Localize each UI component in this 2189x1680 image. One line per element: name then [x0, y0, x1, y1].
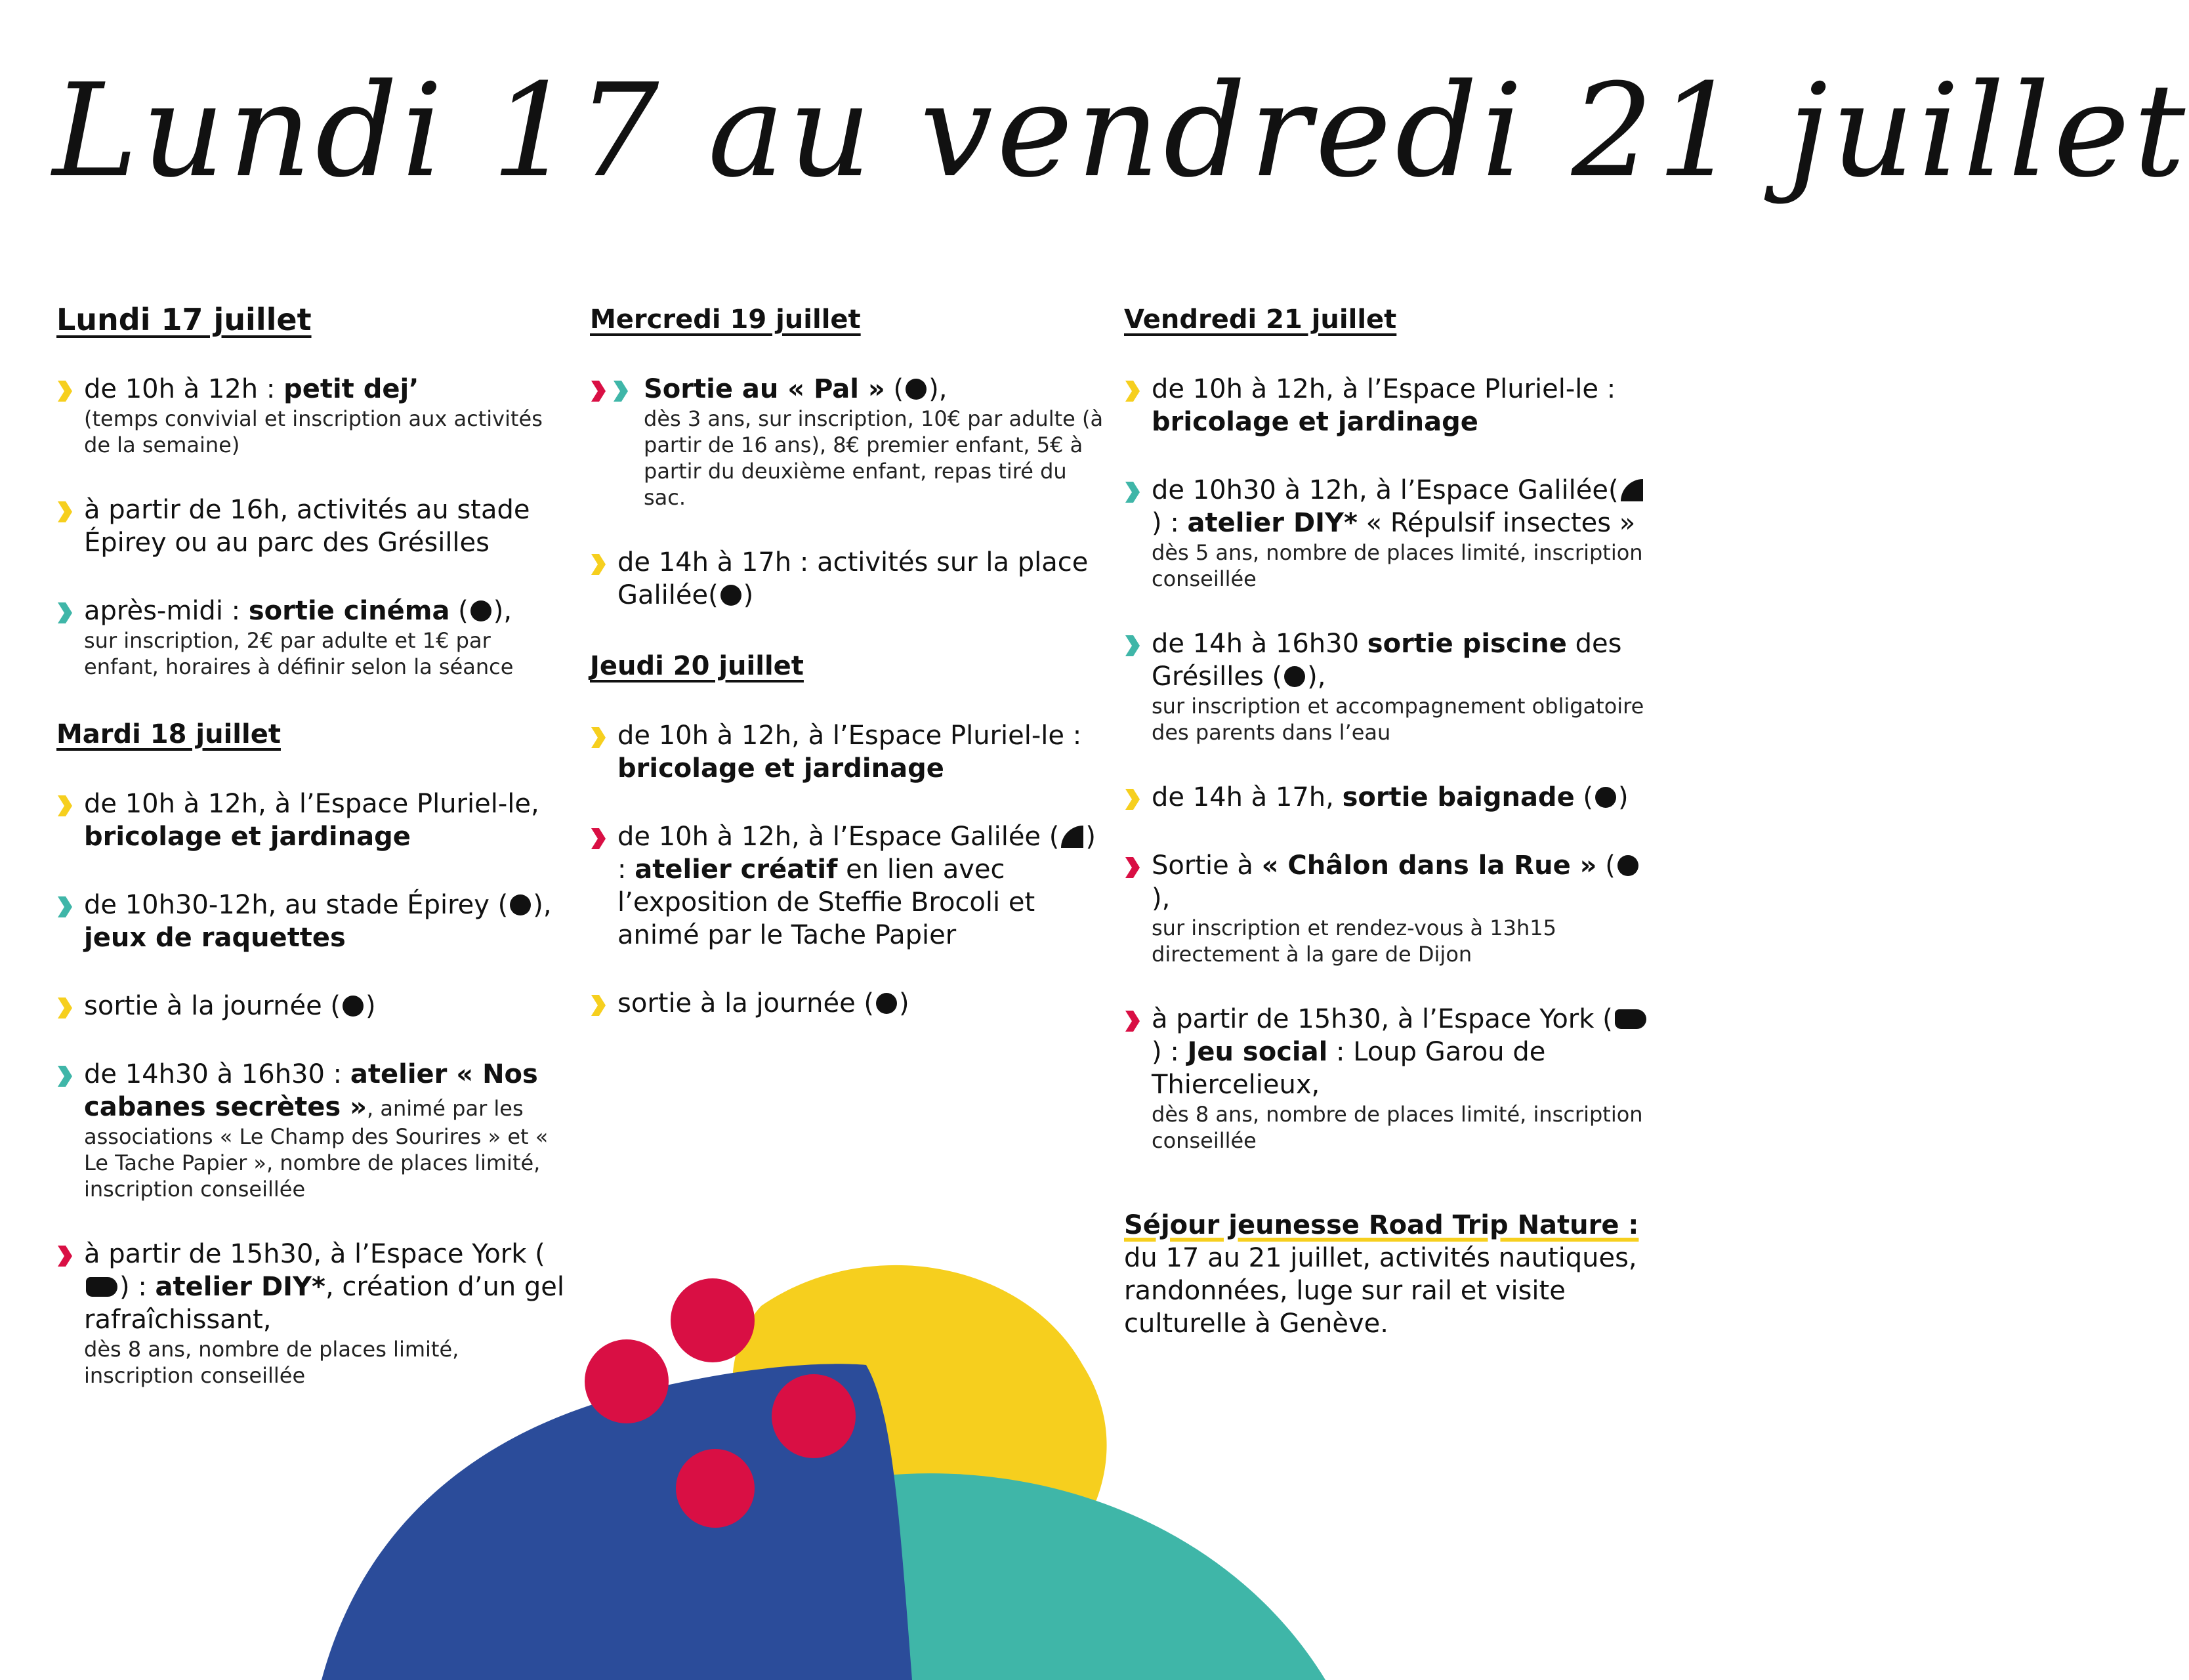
item-text: de 10h à 12h, à l’Espace Pluriel-le,	[84, 789, 539, 819]
item-detail: (temps convivial et inscription aux activités de la semaine)	[84, 406, 543, 457]
day-heading-jeudi: Jeudi 20 juillet	[590, 651, 804, 681]
item-text-suffix: ),	[1307, 662, 1326, 692]
item-text: sortie à la journée (	[84, 991, 341, 1021]
red-dot-shape	[676, 1449, 755, 1528]
item-detail: sur inscription et rendez-vous à 13h15 directement à la gare de Dijon	[1152, 915, 1556, 967]
item-bold: sortie piscine	[1367, 629, 1567, 659]
red-dot-shape	[585, 1339, 669, 1423]
item-text: de 14h à 17h,	[1152, 782, 1343, 812]
item-bold: atelier créatif	[635, 854, 838, 885]
item-text-suffix: « Répulsif insectes »	[1357, 508, 1636, 538]
item-text-suffix: (	[1596, 850, 1616, 881]
item-bold: petit dej’	[283, 374, 419, 404]
item-detail: dès 5 ans, nombre de places limité, inscription conseillée	[1152, 540, 1643, 591]
item-detail: associations « Le Champ des Sourires » et « Le Tache Papier », nombre de places limité, inscription conseillée	[84, 1124, 549, 1202]
item-text-suffix: (	[449, 596, 469, 626]
item-text: à partir de 15h30, à l’Espace York (	[1152, 1004, 1613, 1034]
item-text-suffix: ) :	[1152, 508, 1188, 538]
item-text: de 10h à 12h, à l’Espace Pluriel-le :	[1152, 374, 1616, 404]
red-dot-shape	[671, 1278, 755, 1362]
item-text-suffix: ) :	[1152, 1037, 1188, 1067]
item-text: de 10h à 12h, à l’Espace Galilée (	[617, 822, 1060, 852]
item-text-suffix: )	[899, 988, 909, 1018]
item-text: Sortie à	[1152, 850, 1262, 881]
item-bold: Jeu social	[1187, 1037, 1328, 1067]
item-text-suffix: , création d’un gel rafraîchissant,	[84, 1272, 565, 1335]
item-text: de 14h à 17h : activités sur la place Galilée(	[617, 547, 1089, 610]
item-text-suffix: , animé par les	[367, 1096, 524, 1121]
day-heading-mardi: Mardi 18 juillet	[56, 719, 281, 749]
item-text: de 10h30-12h, au stade Épirey (	[84, 890, 509, 920]
item-detail: sur inscription et accompagnement obligatoire des parents dans l’eau	[1152, 694, 1644, 745]
item-detail: sur inscription, 2€ par adulte et 1€ par enfant, horaires à définir selon la séance	[84, 628, 514, 679]
item-text-suffix: ),	[493, 596, 512, 626]
sejour-title: Séjour jeunesse Road Trip Nature :	[1124, 1210, 1639, 1240]
sejour-text: du 17 au 21 juillet, activités nautiques, randonnées, luge sur rail et visite culturelle à Genève.	[1124, 1243, 1637, 1339]
item-text-suffix: ) :	[119, 1272, 156, 1302]
day-heading-mercredi: Mercredi 19 juillet	[590, 304, 861, 335]
item-bold: sortie baignade	[1342, 782, 1575, 812]
item-text: de 14h à 16h30	[1152, 629, 1367, 659]
item-text-suffix: (	[885, 374, 904, 404]
item-text-suffix: : Loup Garou de Thiercelieux,	[1152, 1037, 1546, 1100]
item-text-suffix: ) :	[617, 822, 1096, 885]
item-detail: dès 8 ans, nombre de places limité, inscription conseillée	[84, 1337, 459, 1388]
item-bold: bricolage et jardinage	[84, 822, 411, 852]
item-text: à partir de 16h, activités au stade Épirey ou au parc des Grésilles	[84, 495, 530, 558]
day-heading-vendredi: Vendredi 21 juillet	[1124, 304, 1397, 335]
item-text-suffix: (	[1574, 782, 1594, 812]
item-bold: bricolage et jardinage	[1152, 407, 1478, 437]
item-text: de 10h30 à 12h, à l’Espace Galilée(	[1152, 475, 1619, 505]
item-bold: atelier DIY*	[155, 1272, 325, 1302]
item-text: de 10h à 12h :	[84, 374, 284, 404]
item-text-suffix: )	[743, 580, 754, 610]
item-bold: atelier DIY*	[1187, 508, 1358, 538]
page-title: Lundi 17 au vendredi 21 juillet	[52, 56, 2189, 206]
red-dot-shape	[772, 1374, 856, 1458]
item-text: sortie à la journée (	[617, 988, 875, 1018]
item-bold: sortie cinéma	[248, 596, 450, 626]
item-bold: Sortie au « Pal »	[644, 374, 885, 404]
item-text-suffix: en lien avec l’exposition de Steffie Brocoli et animé par le Tache Papier	[617, 854, 1035, 950]
item-text-suffix: )	[1618, 782, 1629, 812]
item-bold: atelier « Nos cabanes secrètes »	[84, 1059, 538, 1122]
item-detail: dès 8 ans, nombre de places limité, inscription conseillée	[1152, 1102, 1643, 1153]
item-text-suffix: )	[365, 991, 376, 1021]
item-bold: « Châlon dans la Rue »	[1261, 850, 1597, 881]
item-detail: dès 3 ans, sur inscription, 10€ par adulte (à partir de 16 ans), 8€ premier enfant, 5€ à partir du deuxième enfant, repas tiré du sac.	[644, 406, 1104, 510]
item-text: de 14h30 à 16h30 :	[84, 1059, 350, 1089]
teal-shape	[866, 1473, 1325, 1680]
item-bold: jeux de raquettes	[84, 923, 346, 953]
item-text: de 10h à 12h, à l’Espace Pluriel-le :	[617, 721, 1082, 751]
day-heading-lundi: Lundi 17 juillet	[56, 302, 312, 337]
item-text: à partir de 15h30, à l’Espace York (	[84, 1239, 545, 1269]
item-text-suffix: ),	[533, 890, 552, 920]
item-text-suffix: ),	[928, 374, 948, 404]
item-text-suffix: des Grésilles (	[1152, 629, 1622, 692]
item-text-suffix: ),	[1152, 883, 1171, 914]
item-bold: bricolage et jardinage	[617, 753, 944, 784]
item-text: après-midi :	[84, 596, 249, 626]
